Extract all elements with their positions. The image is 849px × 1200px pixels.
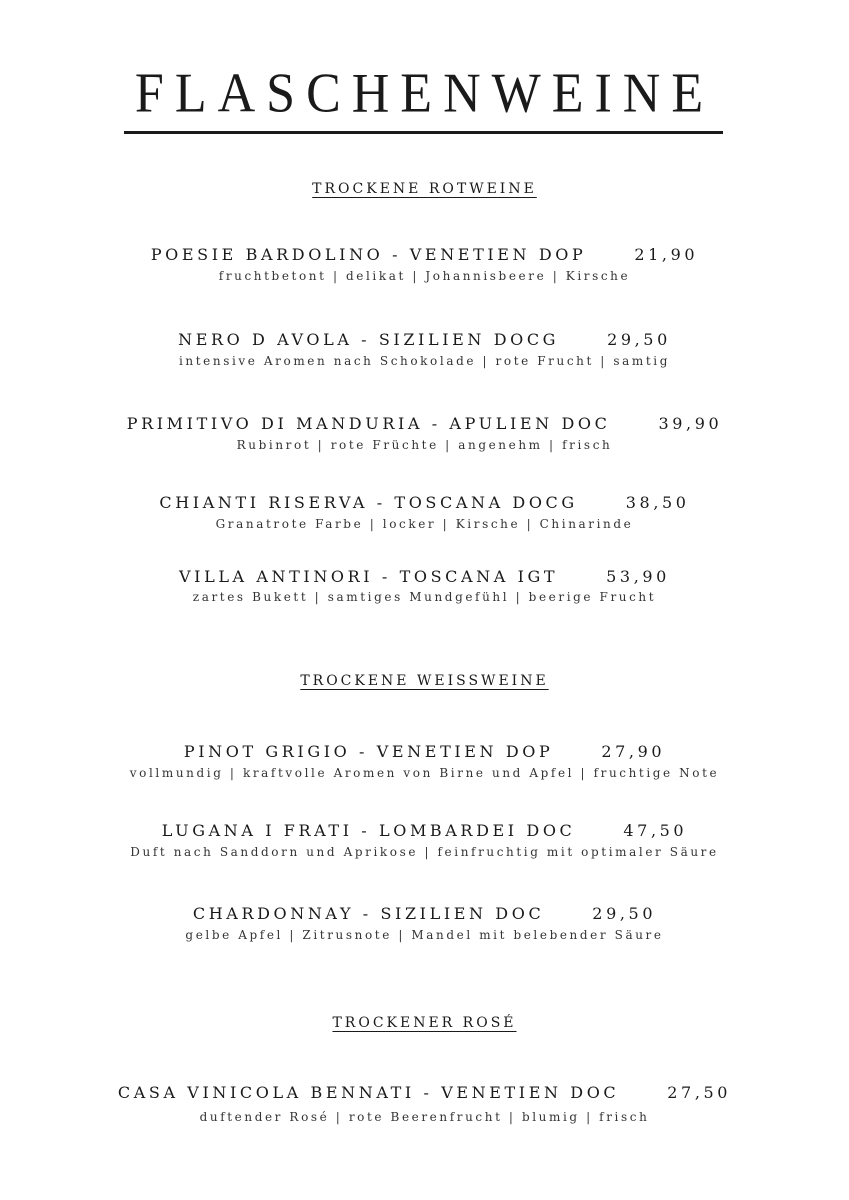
- wine-price: 27,90: [601, 742, 666, 761]
- wine-description: Duft nach Sanddorn und Aprikose | feinfruchtig mit optimaler Säure: [130, 845, 719, 859]
- wine-price: 53,90: [606, 567, 670, 586]
- wine-item-name: [0, 904, 849, 924]
- wine-description: vollmundig | kraftvolle Aromen von Birne und Apfel | fruchtige Note: [129, 766, 720, 780]
- wine-description: fruchtbetont | delikat | Johannisbeere | Kirsche: [218, 269, 631, 283]
- wine-item-name: [0, 414, 849, 434]
- wine-description: gelbe Apfel | Zitrusnote | Mandel mit belebender Säure: [185, 928, 664, 942]
- wine-name: CHIANTI RISERVA - TOSCANA DOCG: [159, 493, 578, 512]
- wine-description: duftender Rosé | rote Beerenfrucht | blumig | frisch: [199, 1110, 650, 1124]
- wine-name: NERO D AVOLA - SIZILIEN DOCG: [178, 330, 560, 349]
- wine-item-name: [0, 821, 849, 841]
- page-title: FLASCHENWEINE: [134, 62, 715, 125]
- wine-price: 27,50: [667, 1083, 732, 1102]
- section-heading-weissweine: TROCKENE WEISSWEINE: [300, 673, 549, 689]
- wine-description: zartes Bukett | samtiges Mundgefühl | beerige Frucht: [192, 590, 657, 604]
- wine-item-name: [0, 1083, 849, 1103]
- wine-item-name: [0, 567, 849, 587]
- wine-name: PINOT GRIGIO - VENETIEN DOP: [183, 742, 554, 761]
- wine-description: intensive Aromen nach Schokolade | rote Frucht | samtig: [178, 354, 670, 368]
- wine-item-name: [0, 742, 849, 762]
- wine-price: 29,50: [592, 904, 657, 923]
- wine-name: LUGANA I FRATI - LOMBARDEI DOC: [161, 821, 576, 840]
- wine-item-name: [0, 245, 849, 265]
- wine-item-name: [0, 330, 849, 350]
- wine-name: CASA VINICOLA BENNATI - VENETIEN DOC: [117, 1083, 620, 1102]
- wine-price: 39,90: [658, 414, 723, 433]
- wine-price: 47,50: [623, 821, 688, 840]
- wine-price: 29,50: [607, 330, 671, 349]
- wine-price: 38,50: [625, 493, 690, 512]
- wine-description: Granatrote Farbe | locker | Kirsche | Chinarinde: [215, 517, 634, 531]
- wine-name: VILLA ANTINORI - TOSCANA IGT: [179, 567, 559, 586]
- section-heading-rose: TROCKENER ROSÉ: [332, 1015, 517, 1031]
- section-heading-rotweine: TROCKENE ROTWEINE: [312, 181, 537, 197]
- wine-name: CHARDONNAY - SIZILIEN DOC: [192, 904, 545, 923]
- wine-name: POESIE BARDOLINO - VENETIEN DOP: [150, 245, 587, 264]
- wine-description: Rubinrot | rote Früchte | angenehm | frisch: [236, 438, 613, 452]
- wine-price: 21,90: [634, 245, 699, 264]
- wine-item-name: [0, 493, 849, 513]
- title-divider: [124, 131, 723, 134]
- wine-name: PRIMITIVO DI MANDURIA - APULIEN DOC: [126, 414, 611, 433]
